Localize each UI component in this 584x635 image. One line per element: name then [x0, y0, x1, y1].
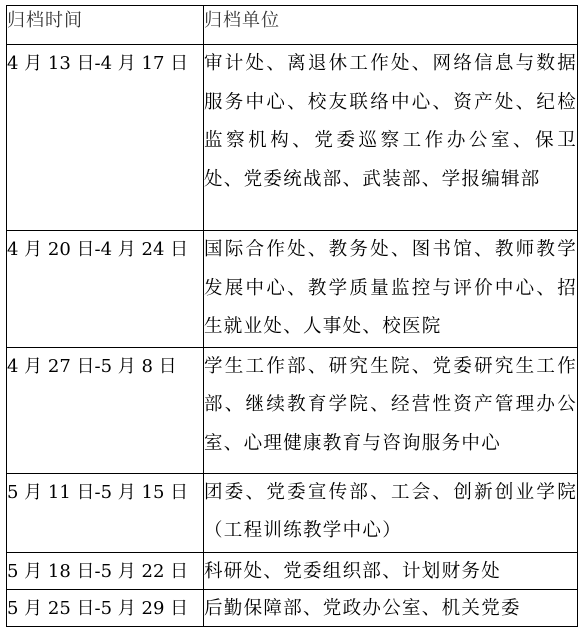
archive-time-cell: 5 月 25 日-5 月 29 日 — [7, 589, 204, 626]
table-header-row — [7, 6, 578, 45]
archive-unit-cell: 科研处、党委组织部、计划财务处 — [204, 552, 578, 589]
archive-schedule-table — [6, 5, 578, 627]
archive-unit-cell: 国际合作处、教务处、图书馆、教师教学发展中心、教学质量监控与评价中心、招生就业处、人事处、校医院 — [204, 231, 578, 348]
archive-unit-cell: 审计处、离退休工作处、网络信息与数据服务中心、校友联络中心、资产处、纪检监察机构、党委巡察工作办公室、保卫处、党委统战部、武装部、学报编辑部 — [204, 45, 578, 231]
archive-time-cell: 4 月 13 日-4 月 17 日 — [7, 45, 204, 231]
archive-unit-cell: 学生工作部、研究生院、党委研究生工作部、继续教育学院、经营性资产管理办公室、心理健康教育与咨询服务中心 — [204, 347, 578, 473]
archive-time-cell: 4 月 27 日-5 月 8 日 — [7, 347, 204, 473]
table-row — [7, 473, 578, 552]
table-row — [7, 589, 578, 626]
table-row — [7, 231, 578, 348]
header-archive-time: 归档时间 — [7, 6, 204, 45]
archive-time-cell: 4 月 20 日-4 月 24 日 — [7, 231, 204, 348]
archive-time-cell: 5 月 11 日-5 月 15 日 — [7, 473, 204, 552]
archive-unit-cell: 团委、党委宣传部、工会、创新创业学院（工程训练教学中心） — [204, 473, 578, 552]
archive-time-cell: 5 月 18 日-5 月 22 日 — [7, 552, 204, 589]
table-row — [7, 347, 578, 473]
table-row — [7, 45, 578, 231]
archive-unit-cell: 后勤保障部、党政办公室、机关党委 — [204, 589, 578, 626]
header-archive-unit: 归档单位 — [204, 6, 578, 45]
table-row — [7, 552, 578, 589]
